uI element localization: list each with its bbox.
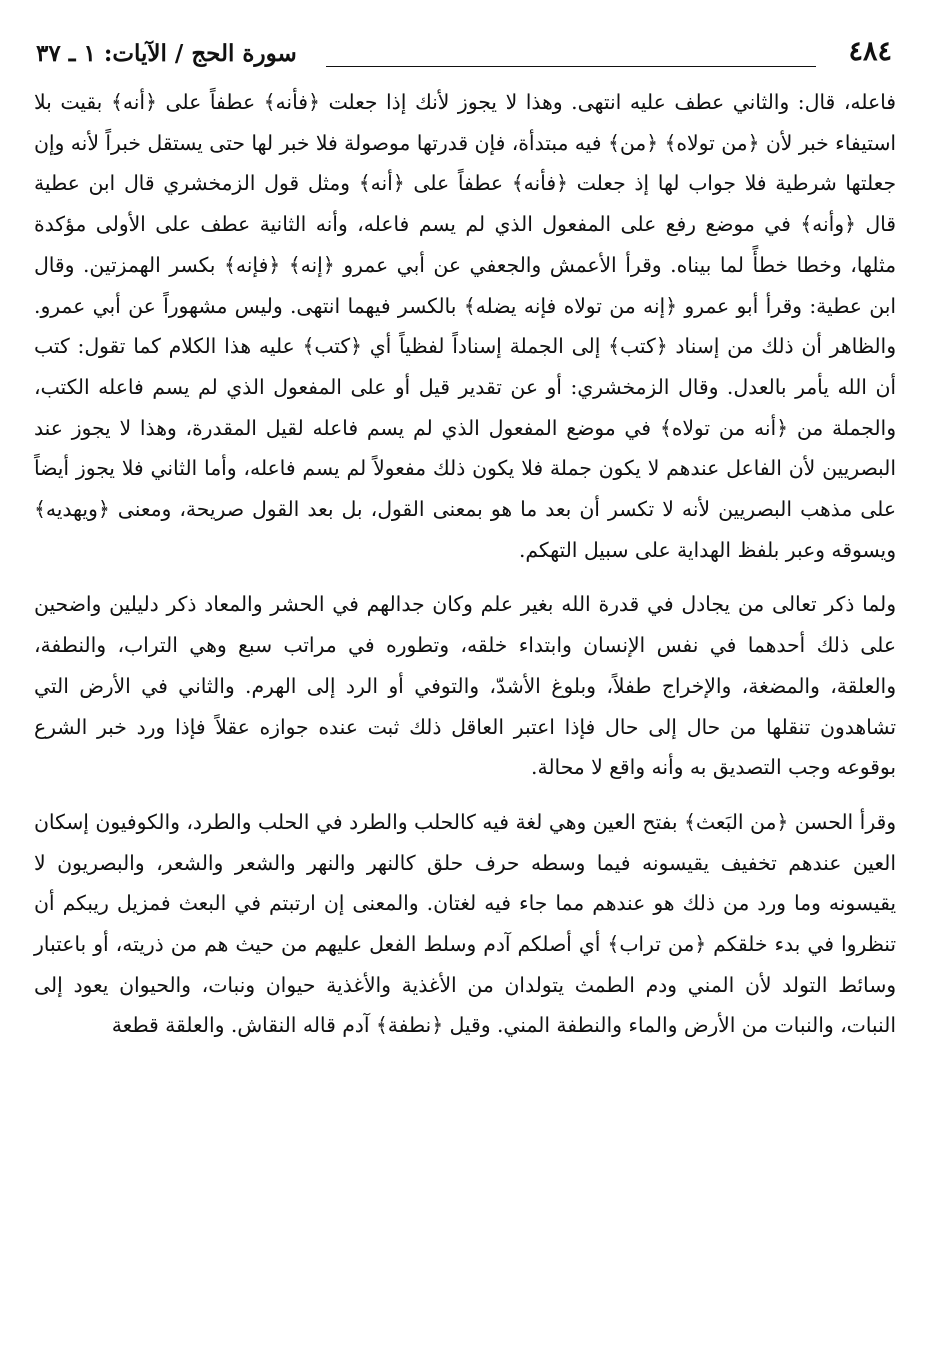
page — [34, 28, 896, 1046]
page-body — [34, 82, 896, 1046]
page-number: ٤٨٤ — [848, 36, 892, 67]
page-header — [34, 28, 896, 72]
paragraph-1: فاعله، قال: والثاني عطف عليه انتهى. وهذا لا يجوز لأنك إذا جعلت ﴿فأنه﴾ عطفاً على ﴿أنه﴾ بقيت بلا استيفاء خبر لأن ﴿من تولاه﴾ ﴿من﴾ فيه مبتدأة، فإن قدرتها موصولة فلا خبر لها حتى يستقل خبراً لأنه وإن جعلتها شرطية فلا جواب لها إذ جعلت ﴿فأنه﴾ عطفاً على ﴿أنه﴾ ومثل قول الزمخشري قال ابن عطية قال ﴿وأنه﴾ في موضع رفع على المفعول الذي لم يسم فاعله، وأنه الثانية عطف على الأولى مؤكدة مثلها، وخطا خطأً لما بيناه. وقرأ الأعمش والجعفي عن أبي عمرو ﴿إنه﴾ ﴿فإنه﴾ بكسر الهمزتين. وقال ابن عطية: وقرأ أبو عمرو ﴿إنه من تولاه فإنه يضله﴾ بالكسر فيهما انتهى. وليس مشهوراً عن أبي عمرو. والظاهر أن ذلك من إسناد ﴿كتب﴾ إلى الجملة إسناداً لفظياً أي ﴿كتب﴾ عليه هذا الكلام كما تقول: كتب أن الله يأمر بالعدل. وقال الزمخشري: أو عن تقدير قيل أو على المفعول الذي لم يسم فاعله الكتب، والجملة من ﴿أنه من تولاه﴾ في موضع المفعول الذي لم يسم فاعله لقيل المقدرة، وهذا لا يجوز عند البصريين لأن الفاعل عندهم لا يكون جملة فلا يكون ذلك مفعولاً لم يسم فاعله، وأما الثاني فلا يجوز أيضاً على مذهب البصريين لأنه لا تكسر أن بعد ما هو بمعنى القول، بل بعد القول صريحة، ومعنى ﴿ويهديه﴾ ويسوقه وعبر بلفظ الهداية على سبيل التهكم. — [34, 90, 896, 562]
running-title: سورة الحج / الآيات: ١ ـ ٣٧ — [36, 40, 297, 67]
header-rule — [326, 66, 816, 67]
paragraph-2: ولما ذكر تعالى من يجادل في قدرة الله بغير علم وكان جدالهم في الحشر والمعاد ذكر دليلين واضحين على ذلك أحدهما في نفس الإنسان وابتداء خلقه، وتطوره في مراتب سبع وهي التراب، والنطفة، والعلقة، والمضغة، والإخراج طفلاً، وبلوغ الأشدّ، والتوفي أو الرد إلى الهرم. والثاني في الأرض التي تشاهدون تنقلها من حال إلى حال فإذا اعتبر العاقل ذلك ثبت عنده جوازه عقلاً فإذا ورد خبر الشرع بوقوعه وجب التصديق به وأنه واقع لا محالة. — [34, 592, 896, 780]
paragraph-3: وقرأ الحسن ﴿من البَعث﴾ بفتح العين وهي لغة فيه كالحلب والطرد في الحلب والطرد، والكوفيون إسكان العين عندهم تخفيف يقيسونه فيما وسطه حرف حلق كالنهر والنهر والشعر والشعر، والبصريون لا يقيسونه وما ورد من ذلك هو عندهم مما جاء فيه لغتان. والمعنى إن ارتبتم في البعث فمزيل ريبكم أن تنظروا في بدء خلقكم ﴿من تراب﴾ أي أصلكم آدم وسلط الفعل عليهم من حيث هم من ذريته، أو باعتبار وسائط التولد لأن المني ودم الطمث يتولدان من الأغذية والأغذية حيوان ونبات، والحيوان يعود إلى النبات، والنبات من الأرض والماء والنطفة المني. وقيل ﴿نطفة﴾ آدم قاله النقاش. والعلقة قطعة — [34, 809, 896, 1038]
